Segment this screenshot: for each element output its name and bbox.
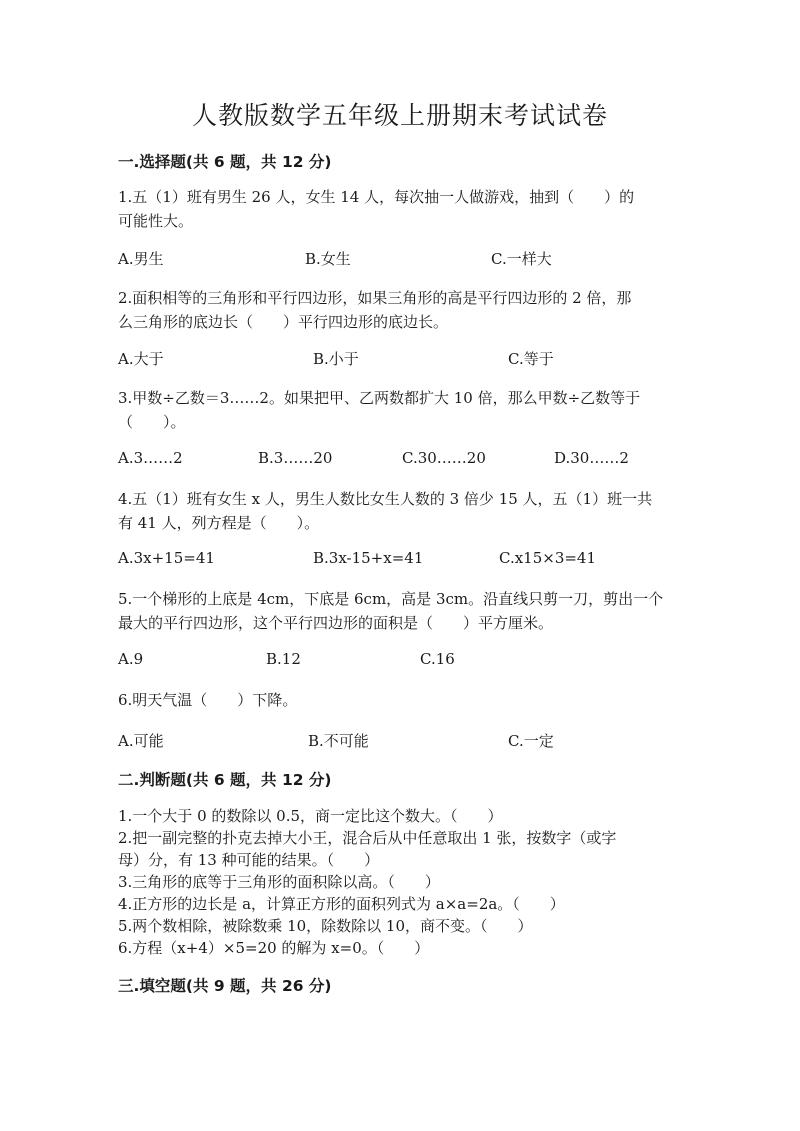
question-2-line-1: 2.面积相等的三角形和平行四边形，如果三角形的高是平行四边形的 2 倍，那 <box>118 289 632 307</box>
question-5-line-1: 5.一个梯形的上底是 4cm，下底是 6cm，高是 3cm。沿直线只剪一刀，剪出一个 <box>118 590 664 608</box>
question-6-line-1: 6.明天气温（ ）下降。 <box>118 691 298 709</box>
judge-item-6: 6.方程（x+4）×5=20 的解为 x=0。（ ） <box>118 939 430 957</box>
question-1-line-1: 1.五（1）班有男生 26 人，女生 14 人，每次抽一人做游戏，抽到（ ）的 <box>118 188 635 206</box>
option-d: D.30……2 <box>554 449 629 467</box>
question-3-line-2: （ ）。 <box>118 413 186 431</box>
option-a: A.9 <box>118 650 144 668</box>
question-4 <box>118 487 678 535</box>
question-3-line-1: 3.甲数÷乙数＝3……2。如果把甲、乙两数都扩大 10 倍，那么甲数÷乙数等于 <box>118 389 641 407</box>
question-2-options <box>118 348 718 370</box>
question-3-options <box>118 449 718 471</box>
question-6 <box>118 688 678 712</box>
option-a: A.大于 <box>118 350 164 368</box>
judge-item-2-line-2: 母）分，有 13 种可能的结果。（ ） <box>118 851 380 869</box>
option-b: B.不可能 <box>308 732 369 750</box>
option-b: B.小于 <box>313 350 359 368</box>
question-4-line-1: 4.五（1）班有女生 x 人，男生人数比女生人数的 3 倍少 15 人，五（1）班一共 <box>118 490 653 508</box>
judge-item-2-line-1: 2.把一副完整的扑克去掉大小王，混合后从中任意取出 1 张，按数字（或字 <box>118 829 617 847</box>
question-1-options <box>118 248 718 270</box>
section-heading-choice: 一.选择题(共 6 题，共 12 分) <box>118 153 332 171</box>
section-heading-fill: 三.填空题(共 9 题，共 26 分) <box>118 977 332 995</box>
question-5-line-2: 最大的平行四边形，这个平行四边形的面积是（ ）平方厘米。 <box>118 614 554 632</box>
question-6-options <box>118 730 718 752</box>
question-5 <box>118 587 678 635</box>
option-b: B.3x-15+x=41 <box>313 549 424 567</box>
option-a: A.男生 <box>118 250 164 268</box>
question-2-line-2: 么三角形的底边长（ ）平行四边形的底边长。 <box>118 313 449 331</box>
question-1-line-2: 可能性大。 <box>118 212 194 230</box>
option-c: C.x15×3=41 <box>499 549 597 567</box>
question-1 <box>118 185 678 233</box>
question-2 <box>118 286 678 334</box>
question-4-options <box>118 549 718 571</box>
judge-list <box>118 805 678 959</box>
option-a: A.3x+15=41 <box>118 549 215 567</box>
option-c: C.30……20 <box>402 449 486 467</box>
option-a: A.3……2 <box>118 449 183 467</box>
option-c: C.16 <box>420 650 455 668</box>
option-b: B.12 <box>266 650 301 668</box>
judge-item-4: 4.正方形的边长是 a，计算正方形的面积列式为 a×a=2a。（ ） <box>118 895 565 913</box>
section-heading-judge: 二.判断题(共 6 题，共 12 分) <box>118 771 332 789</box>
option-b: B.女生 <box>305 250 351 268</box>
question-3 <box>118 386 678 434</box>
page-title: 人教版数学五年级上册期末考试试卷 <box>191 101 608 130</box>
judge-item-1: 1.一个大于 0 的数除以 0.5，商一定比这个数大。（ ） <box>118 807 503 825</box>
option-c: C.一定 <box>508 732 554 750</box>
judge-item-3: 3.三角形的底等于三角形的面积除以高。（ ） <box>118 873 440 891</box>
option-c: C.一样大 <box>491 250 552 268</box>
question-5-options <box>118 650 718 672</box>
option-a: A.可能 <box>118 732 164 750</box>
option-b: B.3……20 <box>258 449 333 467</box>
option-c: C.等于 <box>508 350 554 368</box>
question-4-line-2: 有 41 人，列方程是（ ）。 <box>118 514 320 532</box>
judge-item-5: 5.两个数相除，被除数乘 10，除数除以 10，商不变。（ ） <box>118 917 533 935</box>
